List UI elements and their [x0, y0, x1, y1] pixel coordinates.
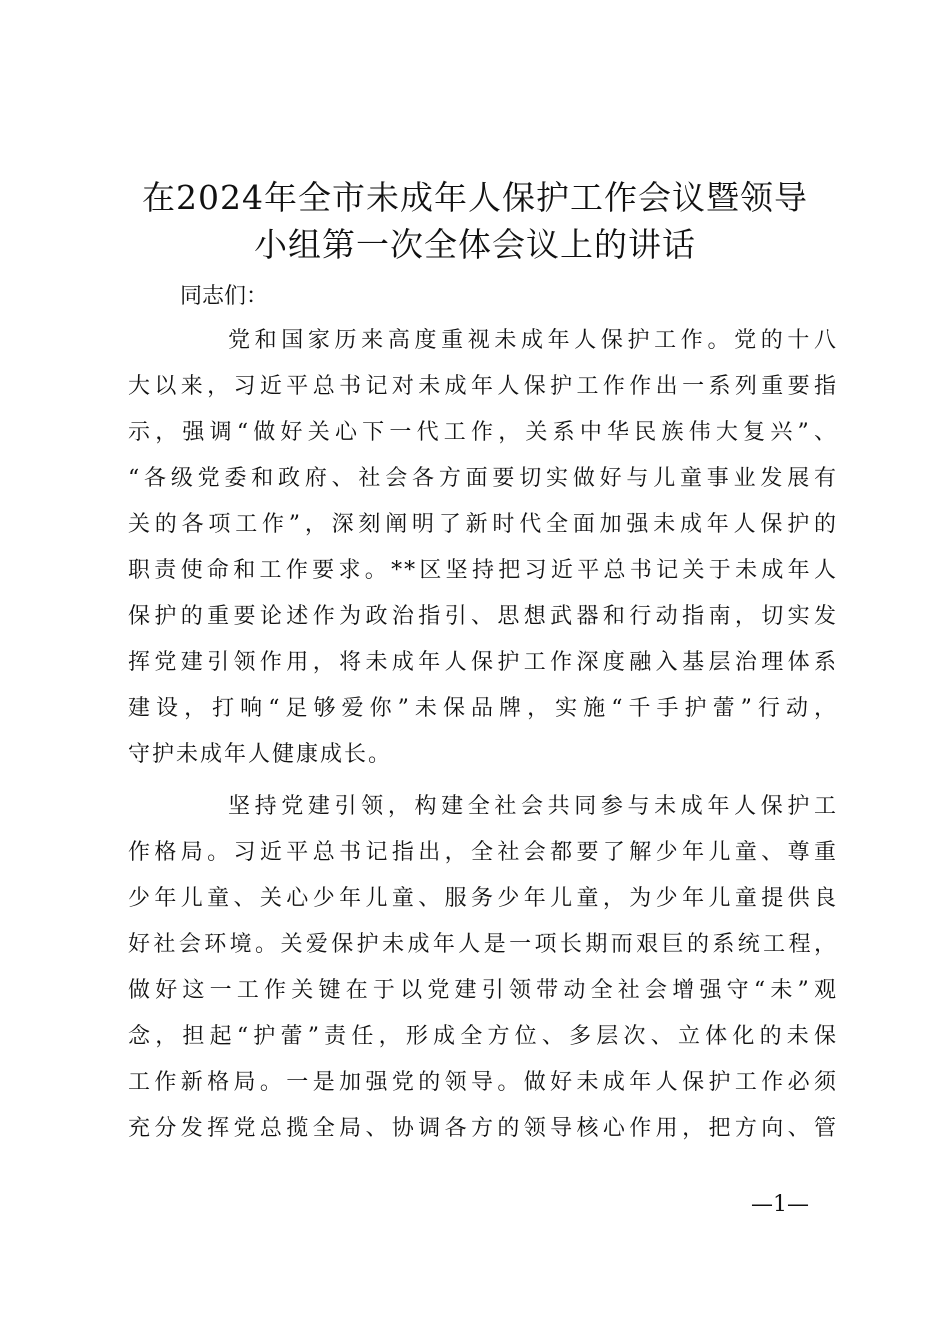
salutation: 同志们： — [180, 284, 269, 309]
paragraph-line: 挥党建引领作用，将未成年人保护工作深度融入基层治理体系 — [128, 650, 838, 675]
title-line-2: 小组第一次全体会议上的讲话 — [254, 225, 696, 264]
paragraph-line: 大以来，习近平总书记对未成年人保护工作作出一系列重要指 — [128, 374, 838, 399]
paragraph-line: 保护的重要论述作为政治指引、思想武器和行动指南，切实发 — [128, 604, 838, 629]
document-title — [0, 174, 950, 268]
paragraph-2 — [128, 784, 838, 1152]
title-line-1: 在2024年全市未成年人保护工作会议暨领导 — [142, 178, 808, 217]
paragraph-line: 党和国家历来高度重视未成年人保护工作。党的十八 — [228, 328, 838, 353]
paragraph-line: 坚持党建引领，构建全社会共同参与未成年人保护工 — [228, 794, 838, 819]
paragraph-line: 守护未成年人健康成长。 — [128, 742, 393, 767]
paragraph-line: 职责使命和工作要求。**区坚持把习近平总书记关于未成年人 — [128, 558, 838, 583]
paragraph-line: 好社会环境。关爱保护未成年人是一项长期而艰巨的系统工程， — [128, 932, 838, 957]
page-number: —1— — [751, 1192, 809, 1217]
paragraph-1 — [128, 318, 838, 778]
paragraph-line: 作格局。习近平总书记指出，全社会都要了解少年儿童、尊重 — [128, 840, 838, 865]
paragraph-line: 示，强调“做好关心下一代工作，关系中华民族伟大复兴”、 — [128, 420, 838, 445]
paragraph-line: “各级党委和政府、社会各方面要切实做好与儿童事业发展有 — [128, 466, 838, 491]
paragraph-line: 关的各项工作”，深刻阐明了新时代全面加强未成年人保护的 — [128, 512, 838, 537]
paragraph-line: 工作新格局。一是加强党的领导。做好未成年人保护工作必须 — [128, 1070, 838, 1095]
paragraph-line: 少年儿童、关心少年儿童、服务少年儿童，为少年儿童提供良 — [128, 886, 838, 911]
paragraph-line: 做好这一工作关键在于以党建引领带动全社会增强守“未”观 — [128, 978, 838, 1003]
paragraph-line: 念，担起“护蕾”责任，形成全方位、多层次、立体化的未保 — [128, 1024, 838, 1049]
paragraph-line: 建设，打响“足够爱你”未保品牌，实施“千手护蕾”行动， — [128, 696, 838, 721]
paragraph-line: 充分发挥党总揽全局、协调各方的领导核心作用，把方向、管 — [128, 1116, 838, 1141]
